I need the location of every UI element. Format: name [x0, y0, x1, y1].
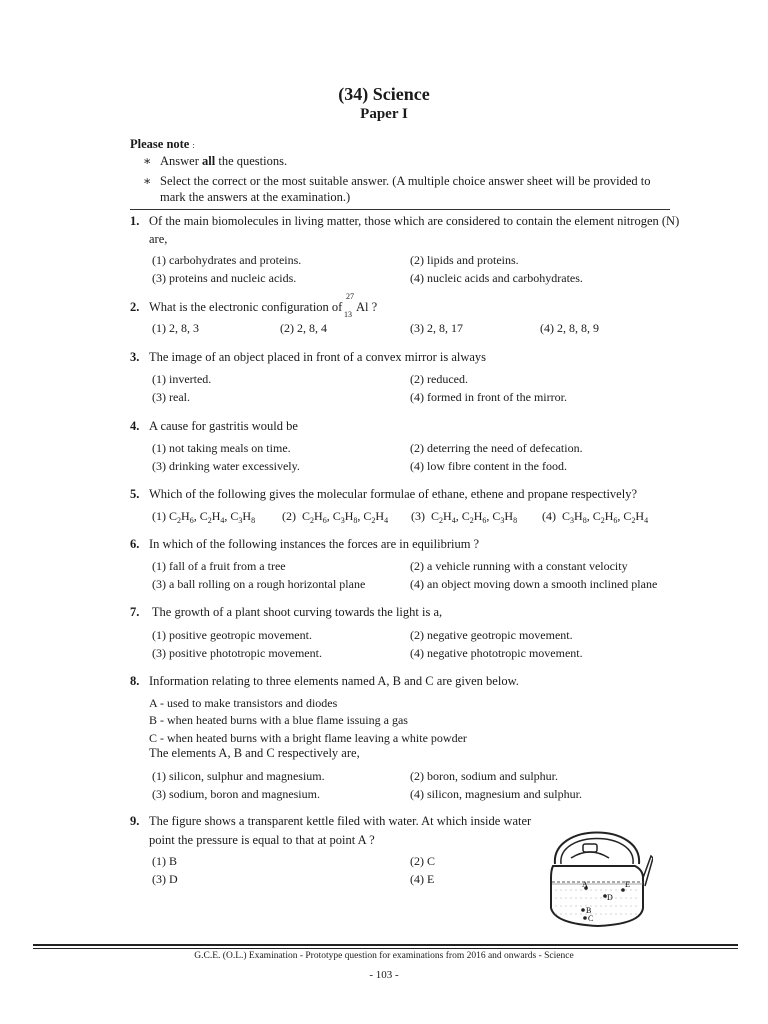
q2-atomic-number: 13 [344, 310, 352, 319]
q5-option-1: (1) $C_2H_6$, $C_2H_4$, $C_3H_8$ [152, 509, 256, 525]
q8-element-a: A - used to make transistors and diodes [149, 696, 338, 710]
q8-element-b: B - when heated burns with a blue flame issuing a gas [149, 713, 408, 727]
kettle-knob [583, 844, 597, 852]
q5-option-3: (3) $C_2H_4$, $C_2H_6$, $C_3H_8$ [411, 509, 518, 525]
q9-option-3: (3) D [152, 872, 178, 886]
kettle-lid [571, 852, 609, 858]
page-subtitle: Paper I [360, 106, 408, 122]
q3-option-1: (1) inverted. [152, 372, 212, 386]
question-3: 3. The image of an object placed in front of a convex mirror is always [130, 350, 487, 364]
q8-element-c: C - when heated burns with a bright flame leaving a white powder [149, 731, 467, 745]
q4-option-2: (2) deterring the need of defecation. [410, 441, 583, 455]
q2-mass-number: 27 [346, 292, 354, 301]
point-c [583, 916, 587, 920]
q5-option-2: (2) $C_2H_6$, $C_3H_8$, $C_2H_4$ [282, 509, 389, 525]
q9-option-4: (4) E [410, 872, 435, 886]
q8-question-tail: The elements A, B and C respectively are, [149, 746, 360, 760]
q6-option-4: (4) an object moving down a smooth inclined plane [410, 577, 658, 591]
q2-option-1: (1) 2, 8, 3 [152, 321, 199, 335]
footer-rule [33, 944, 738, 946]
q2-element: Al ? [356, 300, 378, 314]
question-8: 8. Information relating to three elements named A, B and C are given below. [130, 674, 519, 688]
question-4: 4. A cause for gastritis would be [130, 419, 298, 433]
question-2: 2. What is the electronic configuration of [130, 300, 343, 314]
note-item-1: ∗ Answer all the questions. [143, 154, 288, 168]
q7-option-2: (2) negative geotropic movement. [410, 628, 573, 642]
q3-option-3: (3) real. [152, 390, 190, 404]
question-1: 1. Of the main biomolecules in living matter, those which are considered to contain the element nitrogen (N) [130, 214, 680, 228]
footer-rule-thin [33, 948, 738, 949]
q5-option-4: (4) $C_3H_8$, $C_2H_6$, $C_2H_4$ [542, 509, 649, 525]
q8-option-1: (1) silicon, sulphur and magnesium. [152, 769, 325, 783]
label-b: B [586, 906, 592, 915]
q1-option-1: (1) carbohydrates and proteins. [152, 253, 302, 267]
label-a: A [582, 880, 588, 889]
q4-option-4: (4) low fibre content in the food. [410, 459, 567, 473]
q2-option-4: (4) 2, 8, 8, 9 [540, 321, 599, 335]
label-e: E [625, 880, 630, 889]
note-item-2: ∗ Select the correct or the most suitable answer. (A multiple choice answer sheet will be provided to [143, 174, 651, 188]
q1-option-3: (3) proteins and nucleic acids. [152, 271, 297, 285]
q9-option-2: (2) C [410, 854, 435, 868]
question-7: 7. The growth of a plant shoot curving towards the light is a, [130, 605, 443, 619]
footer-text: G.C.E. (O.L.) Examination - Prototype question for examinations from 2016 and onwards - Science [194, 951, 574, 961]
notes-heading: Please note : [130, 137, 195, 151]
point-b [581, 908, 585, 912]
label-c: C [588, 914, 594, 923]
q8-option-2: (2) boron, sodium and sulphur. [410, 769, 558, 783]
kettle-figure [543, 812, 653, 932]
q7-option-3: (3) positive phototropic movement. [152, 646, 322, 660]
q3-option-4: (4) formed in front of the mirror. [410, 390, 567, 404]
q2-option-3: (3) 2, 8, 17 [410, 321, 463, 335]
note-item-2-cont: mark the answers at the examination.) [160, 190, 351, 204]
q1-option-4: (4) nucleic acids and carbohydrates. [410, 271, 583, 285]
question-9-cont: point the pressure is equal to that at point A ? [149, 833, 375, 847]
q1-option-2: (2) lipids and proteins. [410, 253, 519, 267]
page-title: (34) Science [338, 84, 430, 104]
question-5: 5. Which of the following gives the molecular formulae of ethane, ethene and propane respectively? [130, 487, 638, 501]
question-6: 6. In which of the following instances the forces are in equilibrium ? [130, 537, 480, 551]
q6-option-3: (3) a ball rolling on a rough horizontal plane [152, 577, 366, 591]
page-number: - 103 - [369, 969, 399, 981]
kettle-body [551, 866, 643, 926]
kettle-spout [643, 856, 653, 886]
q7-option-4: (4) negative phototropic movement. [410, 646, 583, 660]
q7-option-1: (1) positive geotropic movement. [152, 628, 312, 642]
question-1-cont: are, [149, 232, 168, 246]
q4-option-3: (3) drinking water excessively. [152, 459, 300, 473]
q9-option-1: (1) B [152, 854, 177, 868]
label-d: D [607, 893, 613, 902]
q2-option-2: (2) 2, 8, 4 [280, 321, 327, 335]
header-divider [130, 209, 670, 210]
q8-option-3: (3) sodium, boron and magnesium. [152, 787, 320, 801]
q4-option-1: (1) not taking meals on time. [152, 441, 291, 455]
q6-option-2: (2) a vehicle running with a constant velocity [410, 559, 628, 573]
q3-option-2: (2) reduced. [410, 372, 468, 386]
q6-option-1: (1) fall of a fruit from a tree [152, 559, 286, 573]
question-9: 9. The figure shows a transparent kettle filed with water. At which inside water [130, 814, 532, 828]
q8-option-4: (4) silicon, magnesium and sulphur. [410, 787, 582, 801]
